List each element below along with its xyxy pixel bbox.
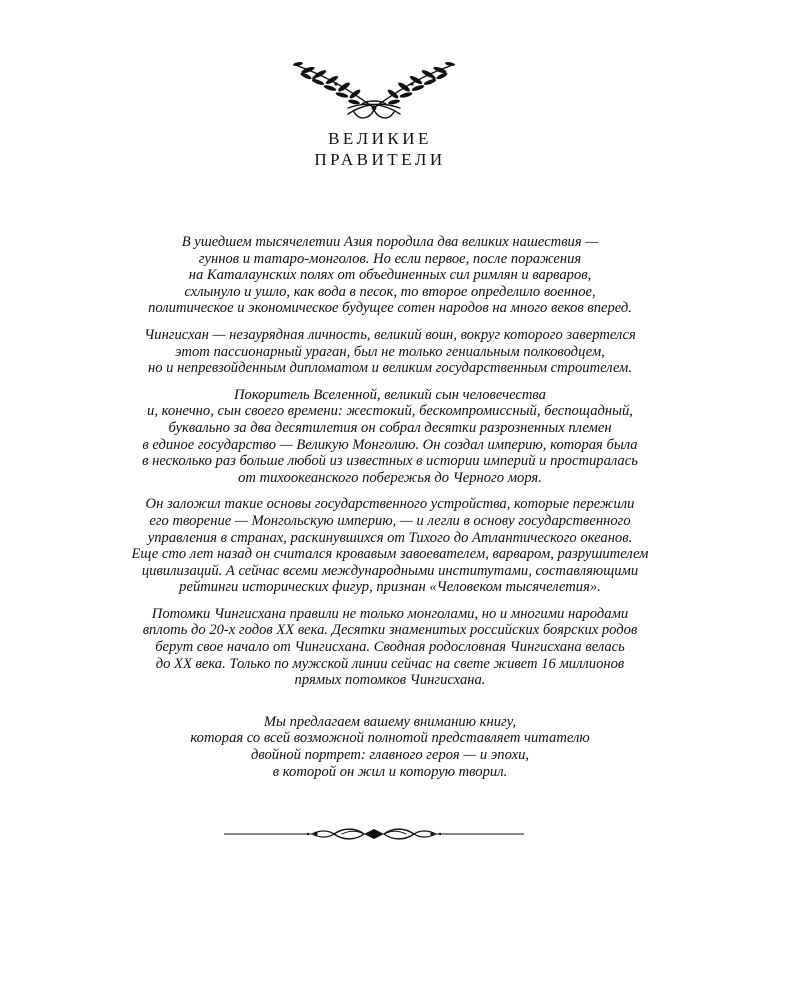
text-line: берут свое начало от Чингисхана. Сводная родословная Чингисхана велась [155,639,625,656]
text-line: на Каталаунских полях от объединенных сил римлян и варваров, [188,267,592,284]
paragraph [70,387,710,487]
text-line: но и непревзойденным дипломатом и великим государственным строителем. [147,360,633,377]
text-line: цивилизаций. А сейчас всеми международными институтами, составляющими [141,562,639,579]
text-line: вплоть до 20-х годов XX века. Десятки знаменитых российских боярских родов [142,622,638,639]
text-line: Мы предлагаем вашему вниманию книгу, [263,713,517,730]
text-line: Он заложил такие основы государственного устройства, которые пережили [145,496,635,513]
scroll-divider-ornament-icon [224,826,524,842]
text-line: до XX века. Только по мужской линии сейчас на свете живет 16 миллионов [155,655,625,672]
closing-paragraph [70,714,710,780]
series-title-line-1: ВЕЛИКИЕ [328,129,432,148]
text-line: Покоритель Вселенной, великий сын человечества [234,386,546,403]
text-line: рейтинги исторических фигур, признан «Человеком тысячелетия». [179,579,601,596]
laurel-branches-ornament-icon [288,56,460,122]
text-line: от тихоокеанского побережья до Черного моря. [238,469,542,486]
text-line: двойной портрет: главного героя — и эпохи, [250,747,530,764]
text-line: управления в странах, раскинувшихся от Тихого до Атлантического океанов. [147,529,633,546]
text-line: в несколько раз больше любой из известных в истории империй и простиралась [142,453,638,470]
text-line: и, конечно, сын своего времени: жестокий, бескомпромиссный, беспощадный, [147,403,633,420]
text-line: схлынуло и ушло, как вода в песок, то второе определило военное, [184,283,596,300]
paragraph [70,327,710,377]
text-line: в единое государство — Великую Монголию. Он создал империю, которая была [142,436,638,453]
text-line: гуннов и татаро-монголов. Но если первое, после поражения [198,250,582,267]
series-title [200,128,560,170]
text-line: этот пассионарный ураган, был не только гениальным полководцем, [175,343,605,360]
text-line: которая со всей возможной полнотой представляет читателю [190,730,590,747]
text-line: прямых потомков Чингисхана. [294,672,486,689]
text-line: его творение — Монгольскую империю, — и легли в основу государственного [149,512,631,529]
intro-text [70,234,710,790]
series-title-line-2: ПРАВИТЕЛИ [314,150,446,169]
text-line: В ушедшем тысячелетии Азия породила два великих нашествия — [181,234,599,250]
paragraph [70,606,710,689]
text-line: Еще сто лет назад он считался кровавым завоевателем, варваром, разрушителем [131,546,649,563]
text-line: Чингисхан — незаурядная личность, великий воин, вокруг которого завертелся [144,326,636,343]
text-line: политическое и экономическое будущее сотен народов на много веков вперед. [148,300,632,317]
paragraph [70,234,710,317]
text-line: Потомки Чингисхана правили не только монголами, но и многими народами [151,605,629,622]
text-line: в которой он жил и которую творил. [272,763,508,780]
text-line: буквально за два десятилетия он собрал десятки разрозненных племен [168,419,612,436]
paragraph [70,496,710,596]
